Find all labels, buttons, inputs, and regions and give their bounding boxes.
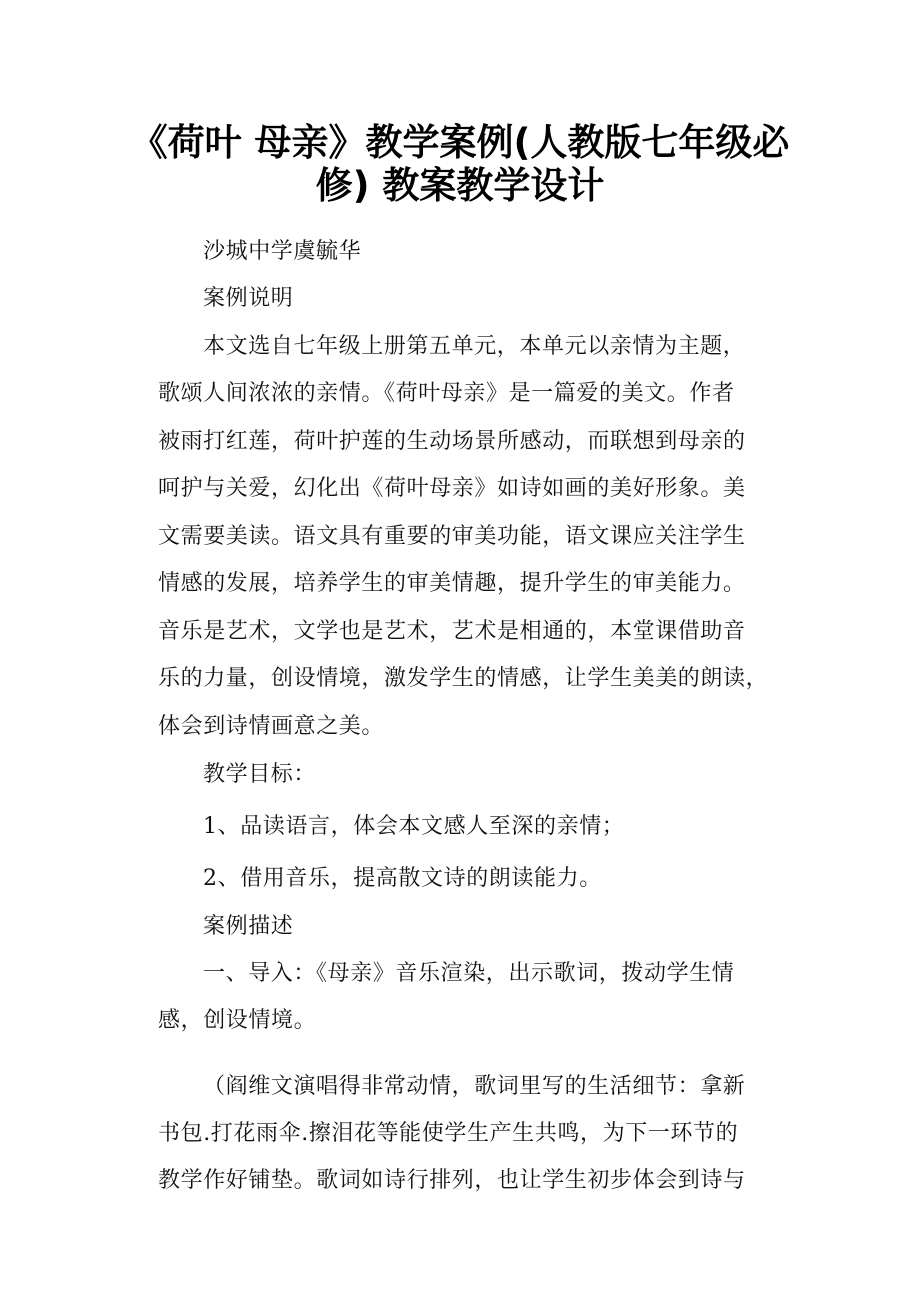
section-heading-case-narrative: 案例描述: [203, 914, 294, 939]
section-heading-case-description: 案例说明: [203, 286, 294, 311]
objective-item: 2、借用音乐，提高散文诗的朗读能力。: [203, 866, 602, 891]
section-heading-objectives: 教学目标：: [203, 762, 317, 787]
paragraph-line: 乐的力量，创设情境，激发学生的情感，让学生美美的朗读，: [158, 666, 769, 691]
paragraph-line: 一、导入：《母亲》音乐渲染，出示歌词，拨动学生情: [203, 961, 735, 986]
document-title-line-1: 《荷叶 母亲》教学案例(人教版七年级必: [130, 121, 790, 164]
paragraph-line: 歌颂人间浓浓的亲情。《荷叶母亲》是一篇爱的美文。作者: [158, 381, 735, 406]
document-title-line-2: 修) 教案教学设计: [315, 164, 605, 207]
paragraph-line: 文需要美读。语文具有重要的审美功能，语文课应关注学生: [158, 524, 746, 549]
paragraph-line: （阎维文演唱得非常动情，歌词里写的生活细节：拿新: [203, 1074, 746, 1099]
paragraph-line: 音乐是艺术，文学也是艺术，艺术是相通的，本堂课借助音: [158, 619, 746, 644]
objective-item: 1、品读语言，体会本文感人至深的亲情；: [203, 814, 625, 839]
paragraph-line: 感，创设情境。: [158, 1008, 317, 1033]
paragraph-line: 情感的发展，培养学生的审美情趣，提升学生的审美能力。: [158, 571, 746, 596]
paragraph-line: 呵护与关爱，幻化出《荷叶母亲》如诗如画的美好形象。美: [158, 476, 746, 501]
paragraph-line: 书包.打花雨伞.擦泪花等能使学生产生共鸣，为下一环节的: [158, 1121, 739, 1146]
paragraph-line: 教学作好铺垫。歌词如诗行排列，也让学生初步体会到诗与: [158, 1168, 746, 1193]
paragraph-line: 被雨打红莲，荷叶护莲的生动场景所感动，而联想到母亲的: [158, 429, 746, 454]
paragraph-line: 本文选自七年级上册第五单元，本单元以亲情为主题，: [203, 334, 746, 359]
author-line: 沙城中学虞毓华: [203, 239, 362, 264]
paragraph-line: 体会到诗情画意之美。: [158, 714, 385, 739]
